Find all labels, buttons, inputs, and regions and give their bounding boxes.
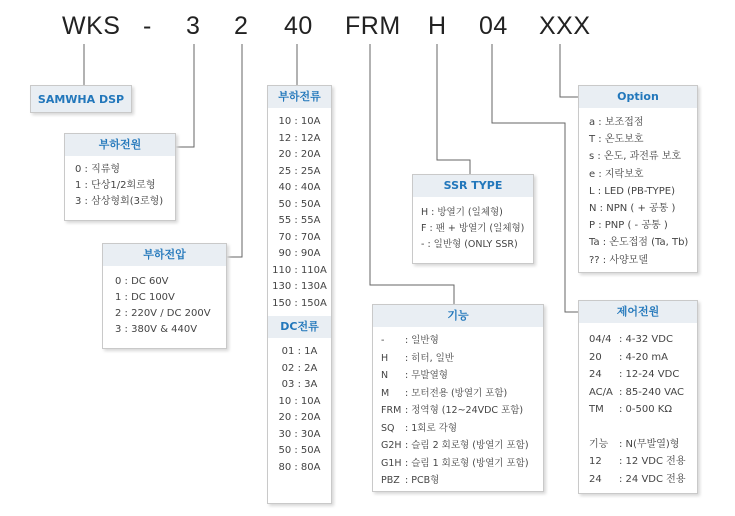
dc-current-item: 02 : 2A [281,362,318,374]
code-part-function: FRM [345,12,401,40]
connector-option [560,44,578,97]
load-voltage-item: 1 : DC 100V [115,292,175,303]
brand-tag: SAMWHA DSP [30,85,132,113]
option-item: T : 온도보호 [589,134,644,146]
code-part-option: XXX [539,12,591,40]
dc-current-item: 50 : 50A [278,445,321,456]
control-power-item: 24 : 24 VDC 전용 [589,473,686,485]
code-part-dash: - [143,12,152,40]
control-power-item: 04/4 : 4-32 VDC [589,334,673,345]
code-part-load-current: 40 [284,12,313,40]
code-part-load-power: 3 [186,12,201,40]
function-item: H : 히터, 일반 [381,352,454,364]
load-current-item: 40 : 40A [278,182,321,193]
dc-current-item: 30 : 30A [278,428,321,440]
function-item: PBZ : PCB형 [381,475,440,486]
function-title: 기능 [373,305,543,327]
load-voltage-item: 3 : 380V & 440V [115,324,198,335]
load-current-item: 55 : 55A [278,215,321,226]
load-current-item: 12 : 12A [278,132,321,144]
load-current-item: 10 : 10A [278,116,321,127]
code-part-control-power: 04 [479,12,508,40]
function-item: M : 모터전용 (방열기 포함) [381,387,508,399]
control-power-title: 제어전원 [579,301,697,323]
load-voltage-item: 2 : 220V / DC 200V [115,308,211,319]
code-part-wks: WKS [62,12,121,40]
load-current-item: 90 : 90A [278,248,321,259]
control-power-box [578,300,698,494]
option-item: a : 보조접점 [589,117,644,128]
option-item: Ta : 온도접점 (Ta, Tb) [589,237,689,249]
ssr-type-box [412,174,534,264]
option-item: s : 온도, 과전류 보호 [589,151,682,163]
option-item: e : 지락보호 [589,168,644,180]
connector-load-voltage [227,44,242,257]
control-power-item: 20 : 4-20 mA [589,351,669,363]
load-current-title: 부하전류 [268,86,331,108]
ssr-type-item: - : 일반형 (ONLY SSR) [421,239,518,250]
load-power-item: 1 : 단상1/2회로형 [75,180,156,191]
function-item: G1H : 슬림 1 회로형 (방열기 포함) [381,457,529,469]
ssr-type-title: SSR TYPE [413,175,533,197]
dc-current-item: 03 : 3A [281,379,318,390]
load-current-box [267,85,332,504]
option-item: L : LED (PB-TYPE) [589,185,676,197]
dc-current-item: 20 : 20A [278,412,321,423]
load-power-box [64,133,176,221]
load-current-item: 50 : 50A [278,198,321,210]
function-item: - : 일반형 [381,335,439,346]
function-item: FRM : 정역형 (12~24VDC 포함) [381,405,524,416]
control-power-item: 12 : 12 VDC 전용 [589,456,686,467]
function-item: SQ : 1회로 각형 [381,422,457,434]
code-part-load-voltage: 2 [234,12,249,40]
ssr-type-item: F : 팬 + 방열기 (일체형) [421,223,525,234]
load-current-item: 150 : 150A [272,297,327,309]
load-current-item: 70 : 70A [278,231,321,243]
load-voltage-title: 부하전압 [103,244,226,266]
control-power-item: TM : 0-500 KΩ [589,404,672,415]
connector-load-power [176,44,194,147]
dc-current-item: 01 : 1A [281,346,318,357]
option-box [578,85,698,273]
dc-current-title: DC전류 [268,316,331,338]
control-power-item: 기능 : N(무발열)형 [589,438,680,450]
function-item: G2H : 슬림 2 회로형 (방열기 포함) [381,440,529,451]
load-power-item: 0 : 직류형 [75,164,121,175]
control-power-spacer [589,419,687,436]
code-part-ssr-type: H [428,12,447,40]
ssr-type-item: H : 방열기 (일체형) [421,207,503,218]
option-item: P : PNP ( - 공통 ) [589,220,668,232]
load-voltage-box [102,243,227,349]
control-power-item: 24 : 12-24 VDC [589,369,680,380]
connector-ssr-type [437,44,470,174]
option-item: ?? : 사양모델 [589,254,648,266]
load-current-item: 25 : 25A [278,165,321,177]
option-title: Option [579,86,697,108]
load-power-item: 3 : 삼상형회(3로형) [75,196,164,207]
load-current-item: 130 : 130A [272,281,327,292]
load-current-item: 20 : 20A [278,149,321,160]
dc-current-item: 80 : 80A [278,461,321,473]
load-power-title: 부하전원 [65,134,175,156]
dc-current-item: 10 : 10A [278,395,321,407]
function-item: N : 무발열형 [381,370,448,381]
function-box [372,304,544,492]
option-item: N : NPN ( + 공통 ) [589,203,676,215]
control-power-item: AC/A : 85-240 VAC [589,386,684,398]
load-current-item: 110 : 110A [272,264,327,276]
load-voltage-item: 0 : DC 60V [115,276,169,287]
